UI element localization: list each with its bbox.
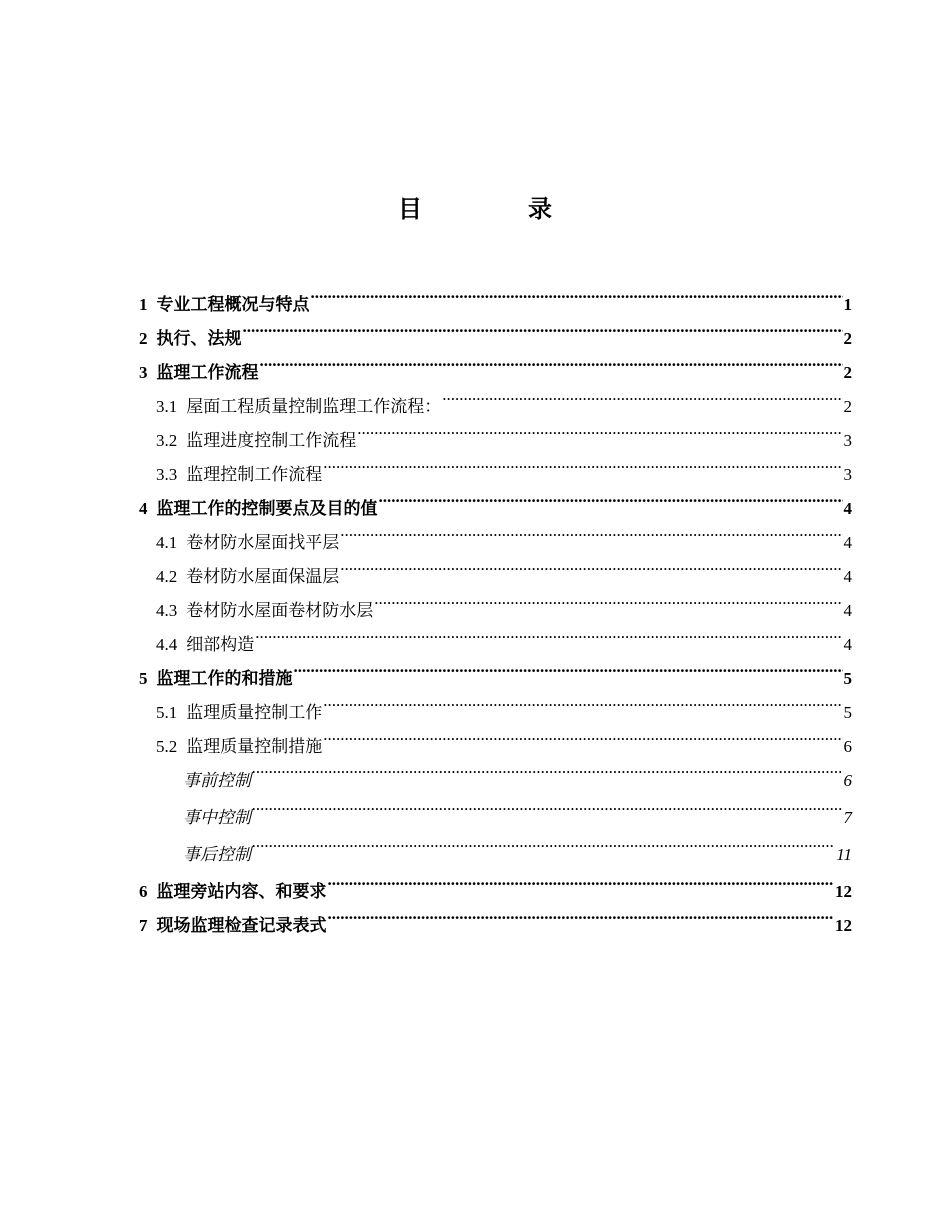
- toc-entry-page-number: 2: [843, 363, 852, 382]
- table-of-contents: [139, 276, 852, 935]
- toc-entry-page-number: 6: [843, 771, 852, 790]
- toc-entry-title: 卷材防水屋面找平层: [186, 533, 340, 552]
- toc-entry-title: 监理质量控制工作: [186, 703, 323, 722]
- toc-entry-page-number: 5: [843, 669, 852, 688]
- toc-entry-number: 3: [139, 363, 148, 382]
- toc-entry-page-number: 7: [843, 808, 852, 827]
- toc-dot-leader: [323, 684, 842, 718]
- toc-entry-page-number: 3: [843, 465, 852, 484]
- toc-entry-number: 5.1: [156, 703, 178, 722]
- toc-dot-leader: [328, 897, 835, 931]
- toc-dot-leader: [323, 446, 842, 480]
- page-title: 目 录: [398, 197, 602, 223]
- toc-dot-leader: [255, 616, 842, 650]
- toc-entry-number: 6: [139, 882, 148, 901]
- toc-dot-leader: [323, 718, 842, 752]
- toc-dot-leader: [357, 412, 842, 446]
- toc-entry-number: 5.2: [156, 737, 178, 756]
- toc-entry-title: 细部构造: [186, 635, 255, 654]
- toc-entry-title: 屋面工程质量控制监理工作流程：: [186, 397, 442, 416]
- toc-dot-leader: [379, 480, 843, 514]
- toc-dot-leader: [252, 789, 843, 823]
- toc-entry-page-number: 11: [836, 845, 852, 864]
- toc-entry-number: 1: [139, 295, 148, 314]
- toc-dot-leader: [340, 514, 842, 548]
- toc-entry-page-number: 4: [843, 635, 852, 654]
- toc-entry-title: 现场监理检查记录表式: [156, 916, 327, 935]
- toc-entry-number: 4: [139, 499, 148, 518]
- toc-entry-page-number: 4: [843, 499, 852, 518]
- toc-entry-title: 卷材防水屋面保温层: [186, 567, 340, 586]
- toc-entry-title: 监理进度控制工作流程: [186, 431, 357, 450]
- toc-entry-title: 事前控制: [183, 771, 251, 790]
- toc-entry-number: 5: [139, 669, 148, 688]
- toc-dot-leader: [294, 650, 843, 684]
- toc-entry[interactable]: [139, 310, 852, 348]
- toc-entry-number: 3.2: [156, 431, 178, 450]
- toc-entry-number: 4.1: [156, 533, 178, 552]
- toc-entry-page-number: 1: [843, 295, 852, 314]
- toc-entry-title: 监理工作的控制要点及目的值: [156, 499, 378, 518]
- toc-entry-title: 监理工作的和措施: [156, 669, 293, 688]
- toc-entry-page-number: 2: [843, 329, 852, 348]
- toc-entry-title: 事中控制: [183, 808, 251, 827]
- toc-entry-number: 2: [139, 329, 148, 348]
- toc-entry-title: 监理工作流程: [156, 363, 259, 382]
- toc-entry-page-number: 6: [843, 737, 852, 756]
- toc-entry-page-number: 5: [843, 703, 852, 722]
- toc-entry-page-number: 3: [843, 431, 852, 450]
- toc-dot-leader: [328, 863, 835, 897]
- toc-dot-leader: [252, 826, 835, 860]
- toc-entry-page-number: 12: [835, 916, 852, 935]
- toc-dot-leader: [252, 752, 843, 786]
- toc-entry-title: 监理质量控制措施: [186, 737, 323, 756]
- toc-dot-leader: [243, 310, 843, 344]
- toc-entry-page-number: 4: [843, 567, 852, 586]
- toc-entry-title: 专业工程概况与特点: [156, 295, 310, 314]
- toc-entry-page-number: 2: [843, 397, 852, 416]
- toc-entry-title: 事后控制: [183, 845, 251, 864]
- toc-entry-title: 监理控制工作流程: [186, 465, 323, 484]
- toc-entry-number: 7: [139, 916, 148, 935]
- toc-entry[interactable]: [139, 344, 852, 382]
- toc-entry-page-number: 12: [835, 882, 852, 901]
- toc-entry-number: 4.3: [156, 601, 178, 620]
- toc-entry-title: 执行、法规: [156, 329, 242, 348]
- toc-dot-leader: [340, 548, 842, 582]
- toc-entry-number: 4.4: [156, 635, 178, 654]
- toc-entry-title: 卷材防水屋面卷材防水层: [186, 601, 374, 620]
- toc-entry-page-number: 4: [843, 601, 852, 620]
- toc-entry-page-number: 4: [843, 533, 852, 552]
- toc-entry[interactable]: [139, 276, 852, 314]
- toc-entry-number: 3.1: [156, 397, 178, 416]
- toc-entry-number: 3.3: [156, 465, 178, 484]
- toc-dot-leader: [311, 276, 843, 310]
- toc-entry-number: 4.2: [156, 567, 178, 586]
- toc-dot-leader: [374, 582, 842, 616]
- toc-entry-title: 监理旁站内容、和要求: [156, 882, 327, 901]
- toc-dot-leader: [260, 344, 843, 378]
- toc-dot-leader: [442, 378, 842, 412]
